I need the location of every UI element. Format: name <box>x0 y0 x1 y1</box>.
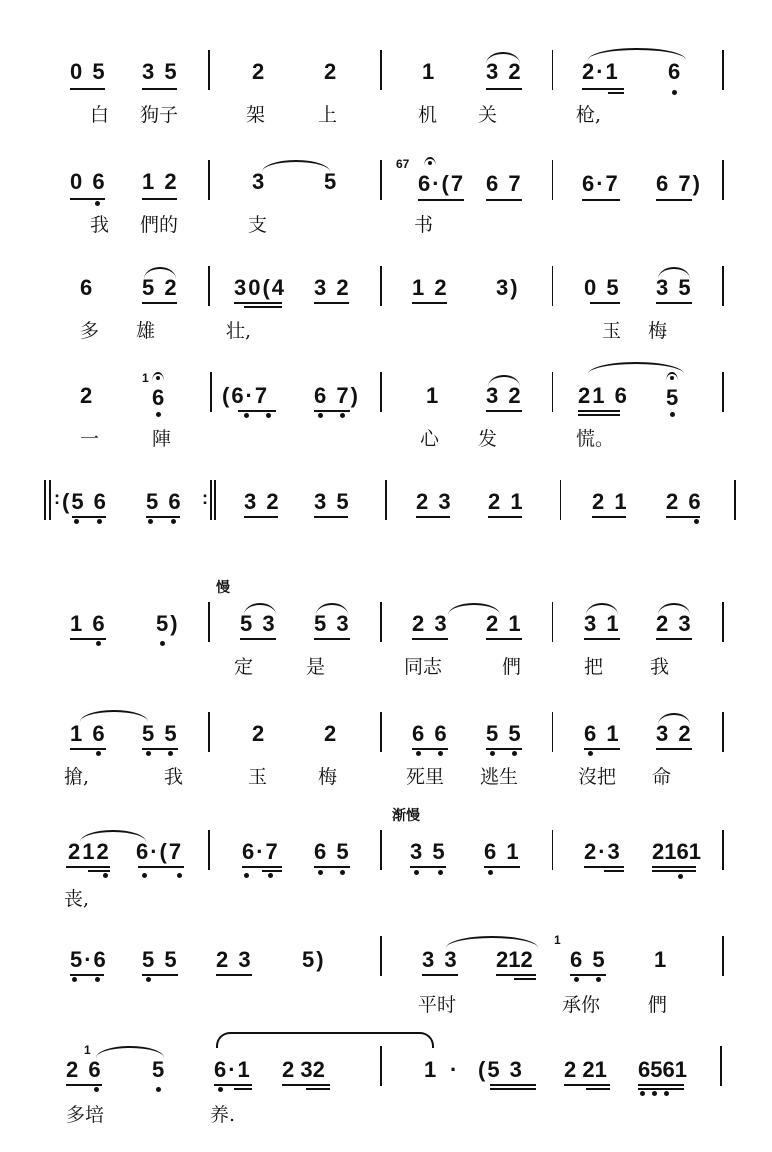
underline <box>484 866 520 868</box>
barline <box>722 830 724 870</box>
underline <box>244 516 278 518</box>
note-group: 1 2 <box>412 275 449 300</box>
barline <box>210 372 212 412</box>
barline <box>380 50 382 90</box>
low-octave-dot <box>574 977 579 982</box>
lyric: 壮, <box>226 320 252 342</box>
low-octave-dot <box>156 1087 161 1092</box>
low-octave-dot <box>94 1087 99 1092</box>
underline <box>656 302 692 304</box>
underline <box>314 866 350 868</box>
note-group: 3 1 <box>584 611 621 636</box>
repeat-colon: : <box>54 488 60 508</box>
underline <box>490 1088 536 1090</box>
low-octave-dot <box>596 977 601 982</box>
underline <box>142 198 177 200</box>
note-group: 2 <box>324 59 339 84</box>
lyric: 陣 <box>152 428 172 450</box>
lyric: 枪, <box>576 104 602 126</box>
lyric: 把 <box>584 656 604 678</box>
underline <box>422 974 458 976</box>
underline <box>656 638 692 640</box>
low-octave-dot <box>146 977 151 982</box>
lyric: 机 <box>418 104 438 126</box>
slur <box>262 160 330 172</box>
barline <box>552 160 553 200</box>
lyric: 梅 <box>318 766 338 788</box>
underline <box>638 1088 684 1090</box>
note-group: (6·7 <box>222 383 270 408</box>
low-octave-dot <box>95 201 100 206</box>
phrase-bracket <box>216 1032 434 1048</box>
low-octave-dot <box>142 873 147 878</box>
note-group: 2 3 <box>412 611 449 636</box>
underline <box>584 866 624 868</box>
underline <box>66 1084 102 1086</box>
lyric: 我 <box>164 766 184 788</box>
underline <box>214 1084 252 1086</box>
low-octave-dot <box>266 413 271 418</box>
lyric: 們 <box>648 994 668 1016</box>
note-group: 2 <box>252 59 267 84</box>
note-group: 6·1 <box>214 1057 252 1082</box>
note-group: 2 21 <box>564 1057 607 1082</box>
note-group: 5) <box>156 611 180 636</box>
low-octave-dot <box>340 870 345 875</box>
note-group: 2 1 <box>488 489 525 514</box>
repeat-end-barline <box>214 480 216 520</box>
repeat-end-barline <box>210 480 212 520</box>
lyric: 死里 <box>406 766 445 788</box>
underline <box>514 978 536 980</box>
underline <box>488 516 522 518</box>
barline <box>722 50 724 90</box>
note-group: 1 6 <box>70 721 107 746</box>
note-group: 6·(7 <box>418 171 466 196</box>
note-group: 2 1 <box>592 489 629 514</box>
underline <box>146 516 180 518</box>
note-group: 3 5 <box>656 275 693 300</box>
note-group: 5 <box>152 1057 167 1082</box>
underline <box>66 866 110 868</box>
underline <box>282 1084 330 1086</box>
underline <box>314 410 350 412</box>
underline <box>584 748 620 750</box>
tempo-mark-slow: 慢 <box>216 580 230 596</box>
underline <box>638 1084 684 1086</box>
barline <box>208 50 210 90</box>
lyric: 梅 <box>648 320 668 342</box>
underline <box>604 870 624 872</box>
low-octave-dot <box>414 870 419 875</box>
underline <box>142 302 177 304</box>
underline <box>240 638 276 640</box>
barline <box>380 830 382 870</box>
underline <box>578 414 620 416</box>
barline <box>552 372 553 412</box>
underline <box>578 410 620 412</box>
note-group: 1 <box>426 383 441 408</box>
low-octave-dot <box>96 751 101 756</box>
barline <box>722 936 724 976</box>
note-group: 5 6 <box>146 489 183 514</box>
note-group: 3 2 <box>486 59 523 84</box>
note-group: 2 3 <box>216 947 253 972</box>
lyric: 上 <box>318 104 338 126</box>
note-group: 0 5 <box>70 59 107 84</box>
note-group: 6·(7 <box>136 839 184 864</box>
low-octave-dot <box>148 519 153 524</box>
low-octave-dot <box>488 870 493 875</box>
underline <box>486 748 522 750</box>
barline <box>380 602 382 642</box>
note-group: 3 2 <box>656 721 693 746</box>
repeat-colon: : <box>202 488 208 508</box>
low-octave-dot <box>146 751 151 756</box>
underline <box>412 638 448 640</box>
note-group: 6 5 <box>570 947 607 972</box>
note-group: 2 32 <box>282 1057 325 1082</box>
underline <box>486 410 522 412</box>
underline <box>142 748 178 750</box>
barline <box>722 266 724 306</box>
barline <box>722 602 724 642</box>
note-group: 5 5 <box>142 947 179 972</box>
lyric: 关 <box>478 104 498 126</box>
note-group: 6 <box>152 385 167 410</box>
grace-notes: 67 <box>396 157 410 171</box>
underline <box>306 1088 330 1090</box>
low-octave-dot <box>177 873 182 878</box>
note-group: 6 <box>80 275 95 300</box>
underline <box>486 638 522 640</box>
note-group: 2 6 <box>66 1057 103 1082</box>
note-group: 6 <box>668 59 683 84</box>
barline <box>560 480 561 520</box>
lyric: 养. <box>210 1104 236 1126</box>
barline <box>552 712 553 752</box>
note-group: 3 5 <box>314 489 351 514</box>
barline <box>722 372 724 412</box>
note-group: 5·6 <box>70 947 108 972</box>
low-octave-dot <box>318 870 323 875</box>
low-octave-dot <box>694 519 699 524</box>
low-octave-dot <box>664 1091 669 1096</box>
note-group: 3 2 <box>486 383 523 408</box>
lyric: 命 <box>652 766 672 788</box>
underline <box>242 866 282 868</box>
note-group: 5 2 <box>142 275 179 300</box>
note-group: 3 5 <box>410 839 447 864</box>
low-octave-dot <box>640 1091 645 1096</box>
note-group: 3 5 <box>142 59 179 84</box>
lyric: 平时 <box>418 994 457 1016</box>
lyric: 玉 <box>248 766 268 788</box>
underline <box>314 516 348 518</box>
low-octave-dot <box>416 751 421 756</box>
note-group: 6561 <box>638 1057 687 1082</box>
barline <box>208 266 210 306</box>
low-octave-dot <box>512 751 517 756</box>
barline <box>552 830 553 870</box>
underline <box>244 306 282 308</box>
low-octave-dot <box>160 641 165 646</box>
barline <box>208 830 210 870</box>
barline <box>380 266 382 306</box>
note-group: 3 2 <box>244 489 281 514</box>
underline <box>486 199 522 201</box>
fermata-icon <box>152 372 164 381</box>
lyric: 发 <box>478 428 498 450</box>
note-group: 212 <box>68 839 111 864</box>
note-group: 21 6 <box>578 383 629 408</box>
underline <box>666 516 700 518</box>
underline <box>70 974 104 976</box>
low-octave-dot <box>156 412 161 417</box>
low-octave-dot <box>670 412 675 417</box>
note-group: 6 7) <box>656 171 702 196</box>
lyric: 白 <box>90 104 110 126</box>
underline <box>238 410 276 412</box>
low-octave-dot <box>678 874 683 879</box>
underline <box>70 748 106 750</box>
note-group: 6 7) <box>314 383 360 408</box>
underline <box>656 199 692 201</box>
underline <box>314 302 349 304</box>
underline <box>262 870 282 872</box>
low-octave-dot <box>490 751 495 756</box>
note-group: 0 5 <box>584 275 621 300</box>
underline <box>490 1084 536 1086</box>
lyric: 支 <box>248 214 268 236</box>
underline <box>582 88 624 90</box>
barline <box>208 602 210 642</box>
underline <box>88 870 110 872</box>
note-group: 6·7 <box>582 171 620 196</box>
underline <box>314 638 350 640</box>
underline <box>608 92 624 94</box>
lyric: 架 <box>246 104 266 126</box>
lyric: 同志 <box>404 656 443 678</box>
low-octave-dot <box>244 413 249 418</box>
note-group: 2·3 <box>584 839 622 864</box>
low-octave-dot <box>244 873 249 878</box>
low-octave-dot <box>672 90 677 95</box>
note-group: 1 <box>654 947 669 972</box>
lyric: 玉 <box>602 320 622 342</box>
note-group: 30(4 <box>234 275 287 300</box>
note-group: 6 6 <box>412 721 449 746</box>
repeat-start-barline <box>44 480 46 520</box>
underline <box>142 88 177 90</box>
underline <box>592 516 626 518</box>
note-group: 2 <box>252 721 267 746</box>
grace-notes: 1 <box>142 371 149 385</box>
barline <box>380 1046 382 1086</box>
low-octave-dot <box>97 519 102 524</box>
note-group: 2·1 <box>582 59 620 84</box>
low-octave-dot <box>318 413 323 418</box>
lyric: 慌。 <box>576 428 615 450</box>
underline <box>656 748 692 750</box>
note-group: 1 <box>422 59 437 84</box>
lyric: 逃生 <box>480 766 519 788</box>
low-octave-dot <box>74 519 79 524</box>
tempo-mark-ritardando: 渐慢 <box>392 808 420 824</box>
barline <box>720 1046 722 1086</box>
lyric: 是 <box>306 656 326 678</box>
underline <box>216 974 252 976</box>
barline <box>552 266 553 306</box>
low-octave-dot <box>103 873 108 878</box>
low-octave-dot <box>652 1091 657 1096</box>
grace-notes: 1 <box>554 933 561 947</box>
underline <box>234 302 282 304</box>
low-octave-dot <box>588 751 593 756</box>
note-group: 5) <box>302 947 326 972</box>
low-octave-dot <box>438 870 443 875</box>
underline <box>410 866 446 868</box>
note-group: 6 1 <box>484 839 521 864</box>
barline <box>385 480 387 520</box>
barline <box>208 160 210 200</box>
note-group: 2161 <box>652 839 701 864</box>
underline <box>570 974 606 976</box>
fermata-icon <box>424 157 436 166</box>
underline <box>486 88 522 90</box>
note-group: 6 7 <box>486 171 523 196</box>
barline <box>552 602 553 642</box>
note-group: 5 5 <box>142 721 179 746</box>
barline <box>380 372 382 412</box>
low-octave-dot <box>171 519 176 524</box>
barline <box>552 50 553 90</box>
lyric: 們的 <box>140 214 179 236</box>
underline <box>582 199 620 201</box>
lyric: 雄 <box>136 320 156 342</box>
low-octave-dot <box>268 873 273 878</box>
note-group: 2 1 <box>486 611 523 636</box>
underline <box>138 866 184 868</box>
underline <box>590 302 620 304</box>
lyric: 承你 <box>562 994 601 1016</box>
lyric: 狗子 <box>140 104 179 126</box>
lyric: 沒把 <box>578 766 617 788</box>
repeat-start-barline <box>49 480 51 520</box>
barline <box>380 936 382 976</box>
lyric: 我 <box>90 214 110 236</box>
note-group: (5 6 <box>62 489 108 514</box>
note-group: 3) <box>496 275 520 300</box>
barline <box>722 160 724 200</box>
low-octave-dot <box>340 413 345 418</box>
underline <box>70 88 105 90</box>
note-group: · <box>450 1057 460 1082</box>
underline <box>70 638 106 640</box>
barline <box>734 480 736 520</box>
note-group: 2 <box>324 721 339 746</box>
lyric: 一 <box>80 428 100 450</box>
lyric: 心 <box>420 428 440 450</box>
note-group: 6 1 <box>584 721 621 746</box>
lyric: 定 <box>234 656 254 678</box>
lyric: 丧, <box>64 888 90 910</box>
underline <box>70 198 105 200</box>
underline <box>412 302 447 304</box>
underline <box>418 199 464 201</box>
note-group: 2 <box>80 383 95 408</box>
barline <box>380 160 382 200</box>
lyric: 搶, <box>64 766 90 788</box>
underline <box>586 1088 610 1090</box>
note-group: 5 3 <box>314 611 351 636</box>
note-group: 1 6 <box>70 611 107 636</box>
lyric: 书 <box>414 214 434 236</box>
underline <box>496 974 536 976</box>
underline <box>584 638 620 640</box>
note-group: 6 5 <box>314 839 351 864</box>
note-group: 3 3 <box>422 947 459 972</box>
low-octave-dot <box>95 977 100 982</box>
note-group: 3 <box>252 169 267 194</box>
lyric: 我 <box>650 656 670 678</box>
underline <box>416 516 450 518</box>
note-group: 5 3 <box>240 611 277 636</box>
note-group: 0 6 <box>70 169 107 194</box>
underline <box>652 870 696 872</box>
low-octave-dot <box>96 641 101 646</box>
lyric: 們 <box>502 656 522 678</box>
low-octave-dot <box>72 977 77 982</box>
underline <box>564 1084 610 1086</box>
barline <box>380 712 382 752</box>
grace-notes: 1 <box>84 1043 91 1057</box>
note-group: 3 2 <box>314 275 351 300</box>
note-group: 5 <box>666 385 681 410</box>
lyric: 多培 <box>66 1104 105 1126</box>
barline <box>208 712 210 752</box>
underline <box>72 516 106 518</box>
low-octave-dot <box>438 751 443 756</box>
note-group: 2 3 <box>656 611 693 636</box>
note-group: 6·7 <box>242 839 280 864</box>
note-group: 2 3 <box>416 489 453 514</box>
underline <box>412 748 448 750</box>
note-group: 2 6 <box>666 489 703 514</box>
low-octave-dot <box>168 751 173 756</box>
underline <box>234 1088 252 1090</box>
underline <box>652 866 696 868</box>
lyric: 多 <box>80 320 100 342</box>
note-group: 5 <box>324 169 339 194</box>
note-group: 1 <box>424 1057 439 1082</box>
note-group: 1 2 <box>142 169 179 194</box>
note-group: (5 3 <box>478 1057 524 1082</box>
low-octave-dot <box>218 1087 223 1092</box>
barline <box>722 712 724 752</box>
underline <box>142 974 178 976</box>
note-group: 5 5 <box>486 721 523 746</box>
note-group: 212 <box>496 947 533 972</box>
